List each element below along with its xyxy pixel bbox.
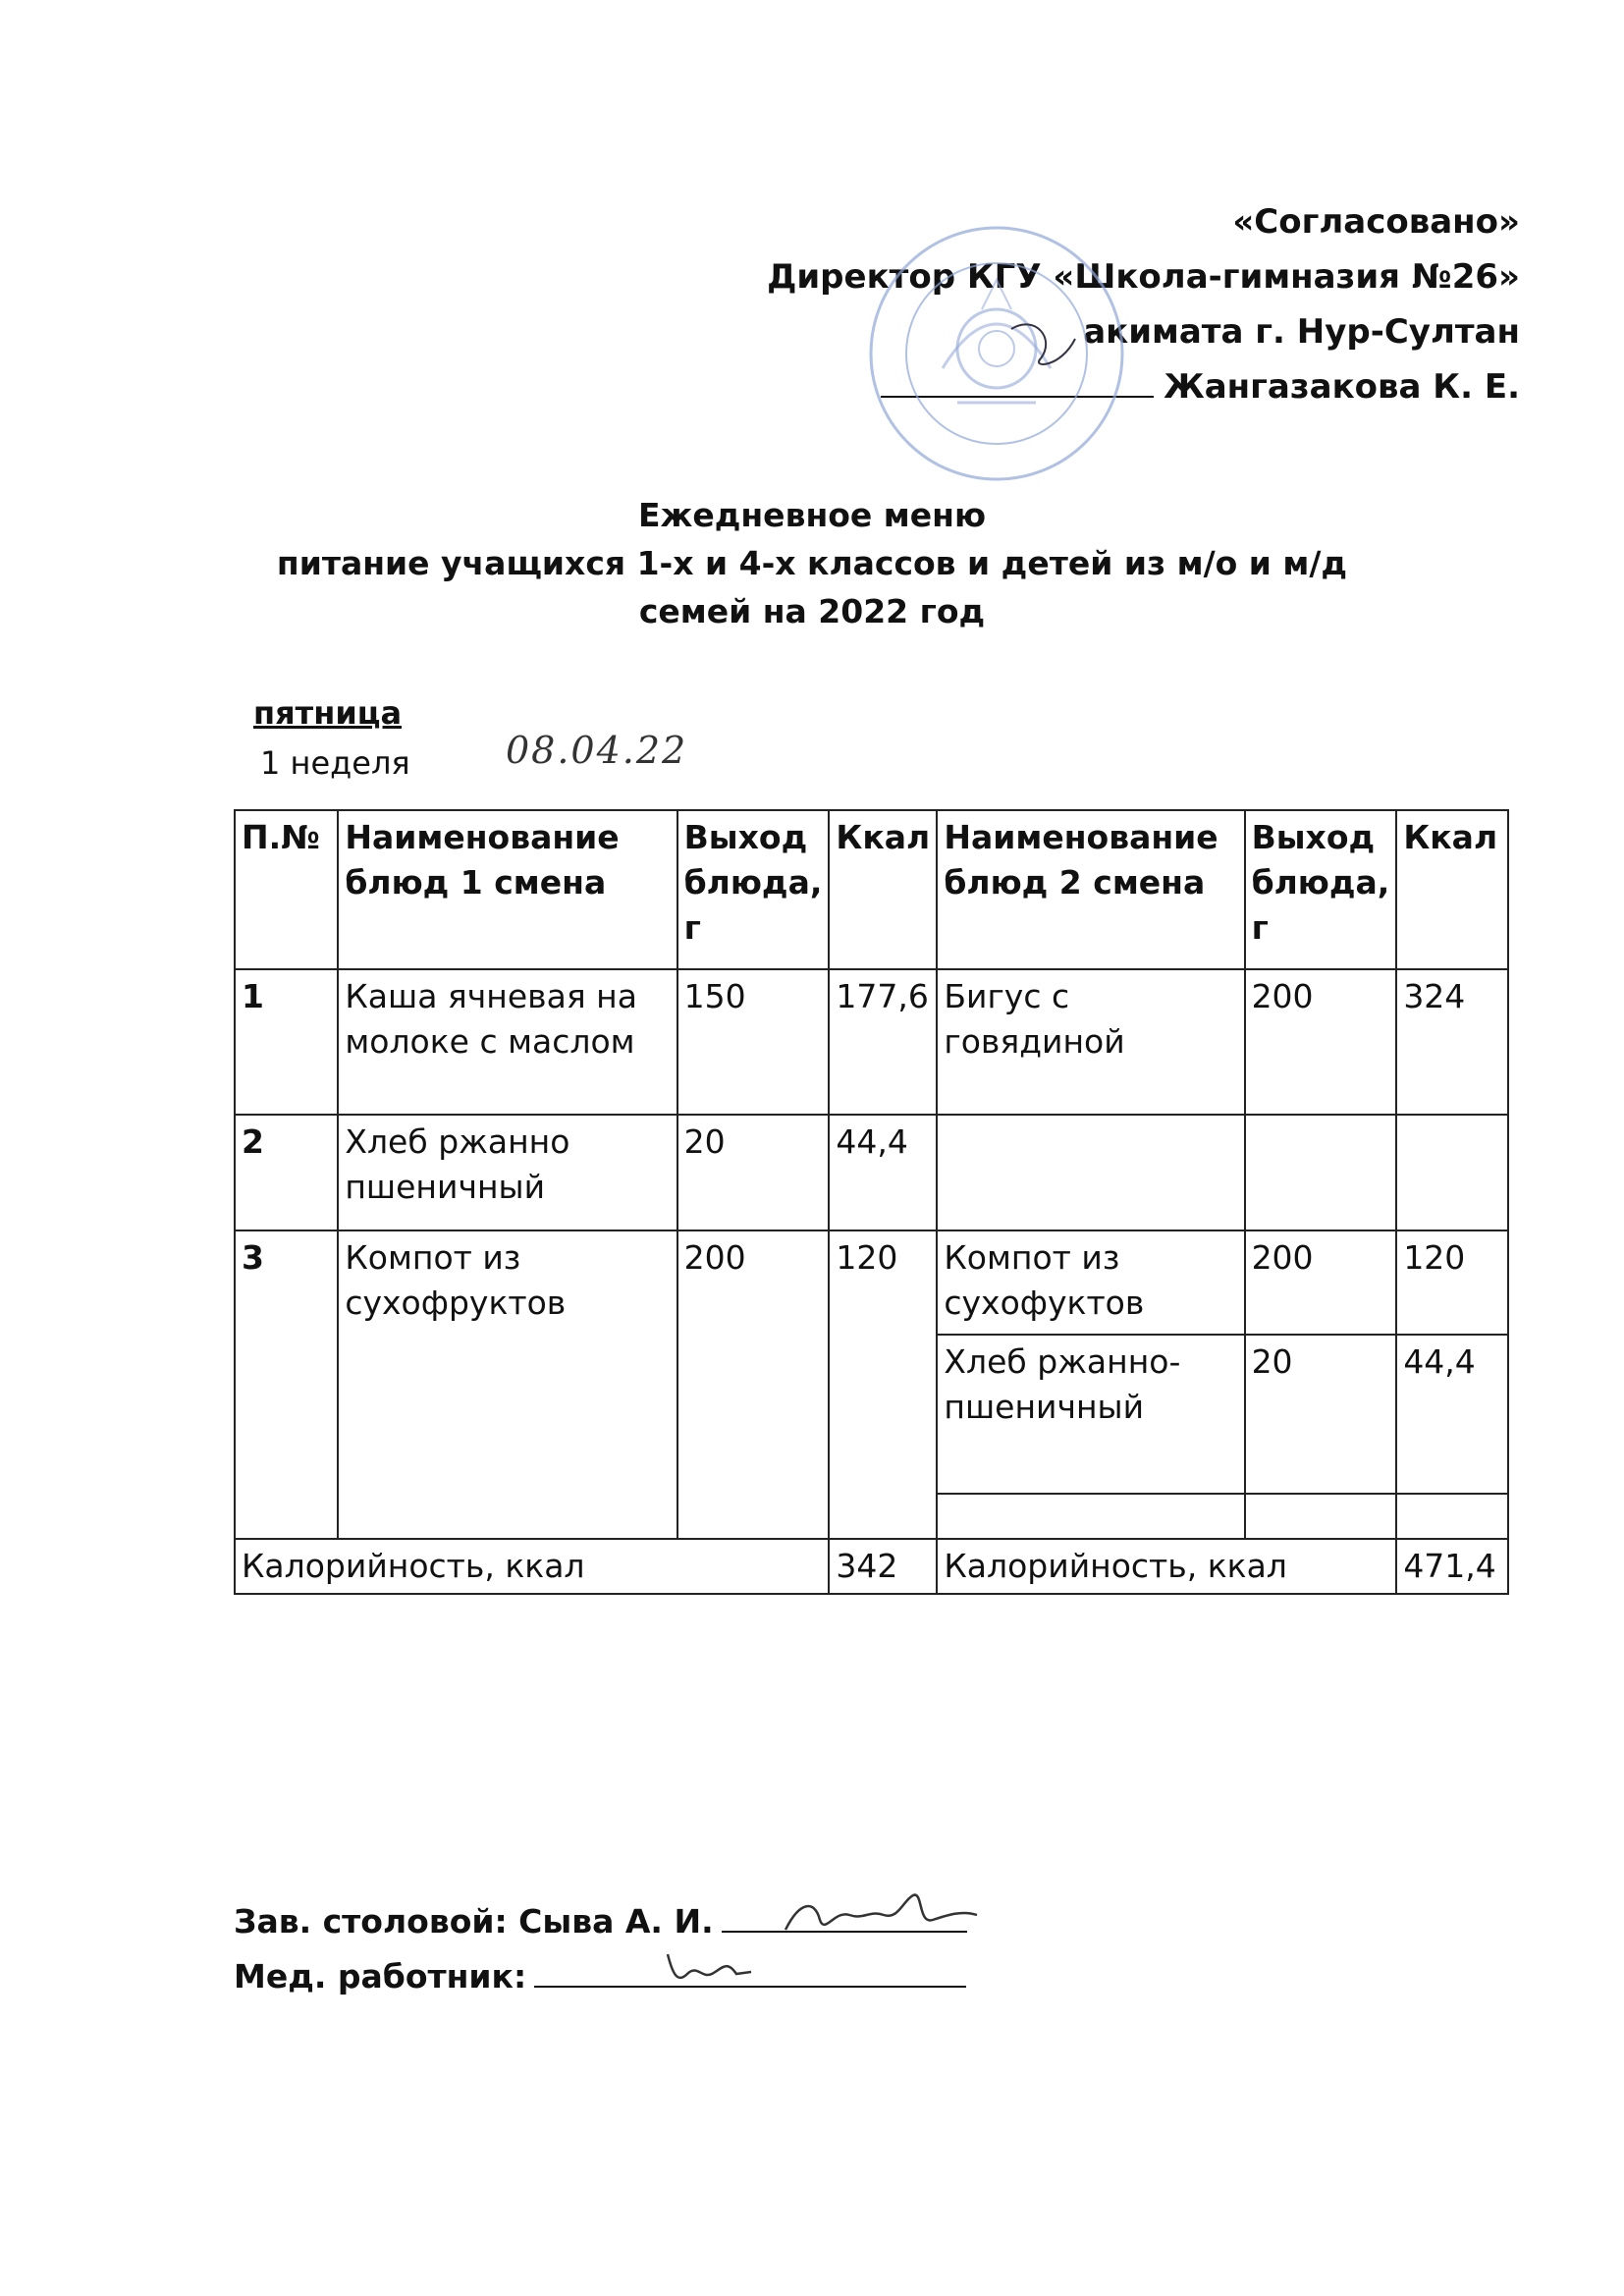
document-title — [0, 491, 1624, 635]
kcal-shift-1: 120 — [829, 1230, 937, 1539]
kcal-shift-2: 120 — [1396, 1230, 1508, 1335]
medic-label: Мед. работник: — [234, 1957, 527, 1995]
table-total-row — [235, 1539, 1508, 1594]
empty-cell — [1396, 1494, 1508, 1539]
yield-shift-2: 200 — [1245, 969, 1397, 1115]
dish-shift-1: Хлеб ржанно пшеничный — [338, 1115, 677, 1230]
yield-shift-2: 200 — [1245, 1230, 1397, 1335]
dish-shift-2: Компот из сухофуктов — [937, 1230, 1244, 1335]
yield-shift-1: 150 — [677, 969, 830, 1115]
row-num: 3 — [235, 1230, 338, 1539]
kcal-shift-2: 44,4 — [1396, 1335, 1508, 1494]
header-dish-shift-1: Наименование блюд 1 смена — [338, 810, 677, 969]
empty-cell — [1245, 1494, 1397, 1539]
canteen-handwritten-signature — [776, 1881, 992, 1949]
total-value-shift-2: 471,4 — [1396, 1539, 1508, 1594]
director-name: Жангазакова К. Е. — [1164, 367, 1520, 407]
dish-shift-1: Каша ячневая на молоке с маслом — [338, 969, 677, 1115]
kcal-shift-1: 44,4 — [829, 1115, 937, 1230]
total-label-shift-1: Калорийность, ккал — [235, 1539, 829, 1594]
table-row — [235, 1115, 1508, 1230]
canteen-head-label: Зав. столовой: Сыва А. И. — [234, 1902, 714, 1941]
yield-shift-2: 20 — [1245, 1335, 1397, 1494]
header-kcal-shift-2: Ккал — [1396, 810, 1508, 969]
title-line-1: Ежедневное меню — [637, 496, 987, 534]
kcal-shift-2 — [1396, 1115, 1508, 1230]
menu-table — [234, 809, 1509, 1595]
header-num: П.№ — [235, 810, 338, 969]
dish-shift-2: Бигус с говядиной — [937, 969, 1244, 1115]
yield-shift-1: 200 — [677, 1230, 830, 1539]
week-label: 1 неделя — [260, 744, 410, 782]
kcal-shift-1: 177,6 — [829, 969, 937, 1115]
approval-line-1: Директор КГУ «Школа-гимназия №26» — [767, 257, 1520, 297]
title-line-3: семей на 2022 год — [638, 592, 986, 630]
title-line-2: питание учащихся 1-х и 4-х классов и детей из м/о и м/д — [276, 544, 1348, 582]
empty-cell — [937, 1494, 1244, 1539]
header-kcal-shift-1: Ккал — [829, 810, 937, 969]
approval-status: «Согласовано» — [1232, 202, 1520, 242]
yield-shift-1: 20 — [677, 1115, 830, 1230]
kcal-shift-2: 324 — [1396, 969, 1508, 1115]
row-num: 1 — [235, 969, 338, 1115]
header-dish-shift-2: Наименование блюд 2 смена — [937, 810, 1244, 969]
dish-shift-2 — [937, 1115, 1244, 1230]
official-stamp — [864, 221, 1129, 486]
table-row — [235, 1230, 1508, 1335]
row-num: 2 — [235, 1115, 338, 1230]
table-header-row — [235, 810, 1508, 969]
header-yield-shift-2: Выход блюда, г — [1245, 810, 1397, 969]
medic-handwritten-signature — [628, 1944, 776, 1994]
weekday-label: пятница — [253, 694, 403, 732]
approval-line-2: акимата г. Нур-Султан — [1083, 312, 1520, 352]
total-label-shift-2: Калорийность, ккал — [937, 1539, 1396, 1594]
dish-shift-2: Хлеб ржанно-пшеничный — [937, 1335, 1244, 1494]
medic-signature-row — [234, 1956, 966, 1995]
dish-shift-1: Компот из сухофруктов — [338, 1230, 677, 1539]
header-yield-shift-1: Выход блюда, г — [677, 810, 830, 969]
yield-shift-2 — [1245, 1115, 1397, 1230]
handwritten-date: 08.04.22 — [506, 729, 688, 772]
table-row — [235, 969, 1508, 1115]
total-value-shift-1: 342 — [829, 1539, 937, 1594]
